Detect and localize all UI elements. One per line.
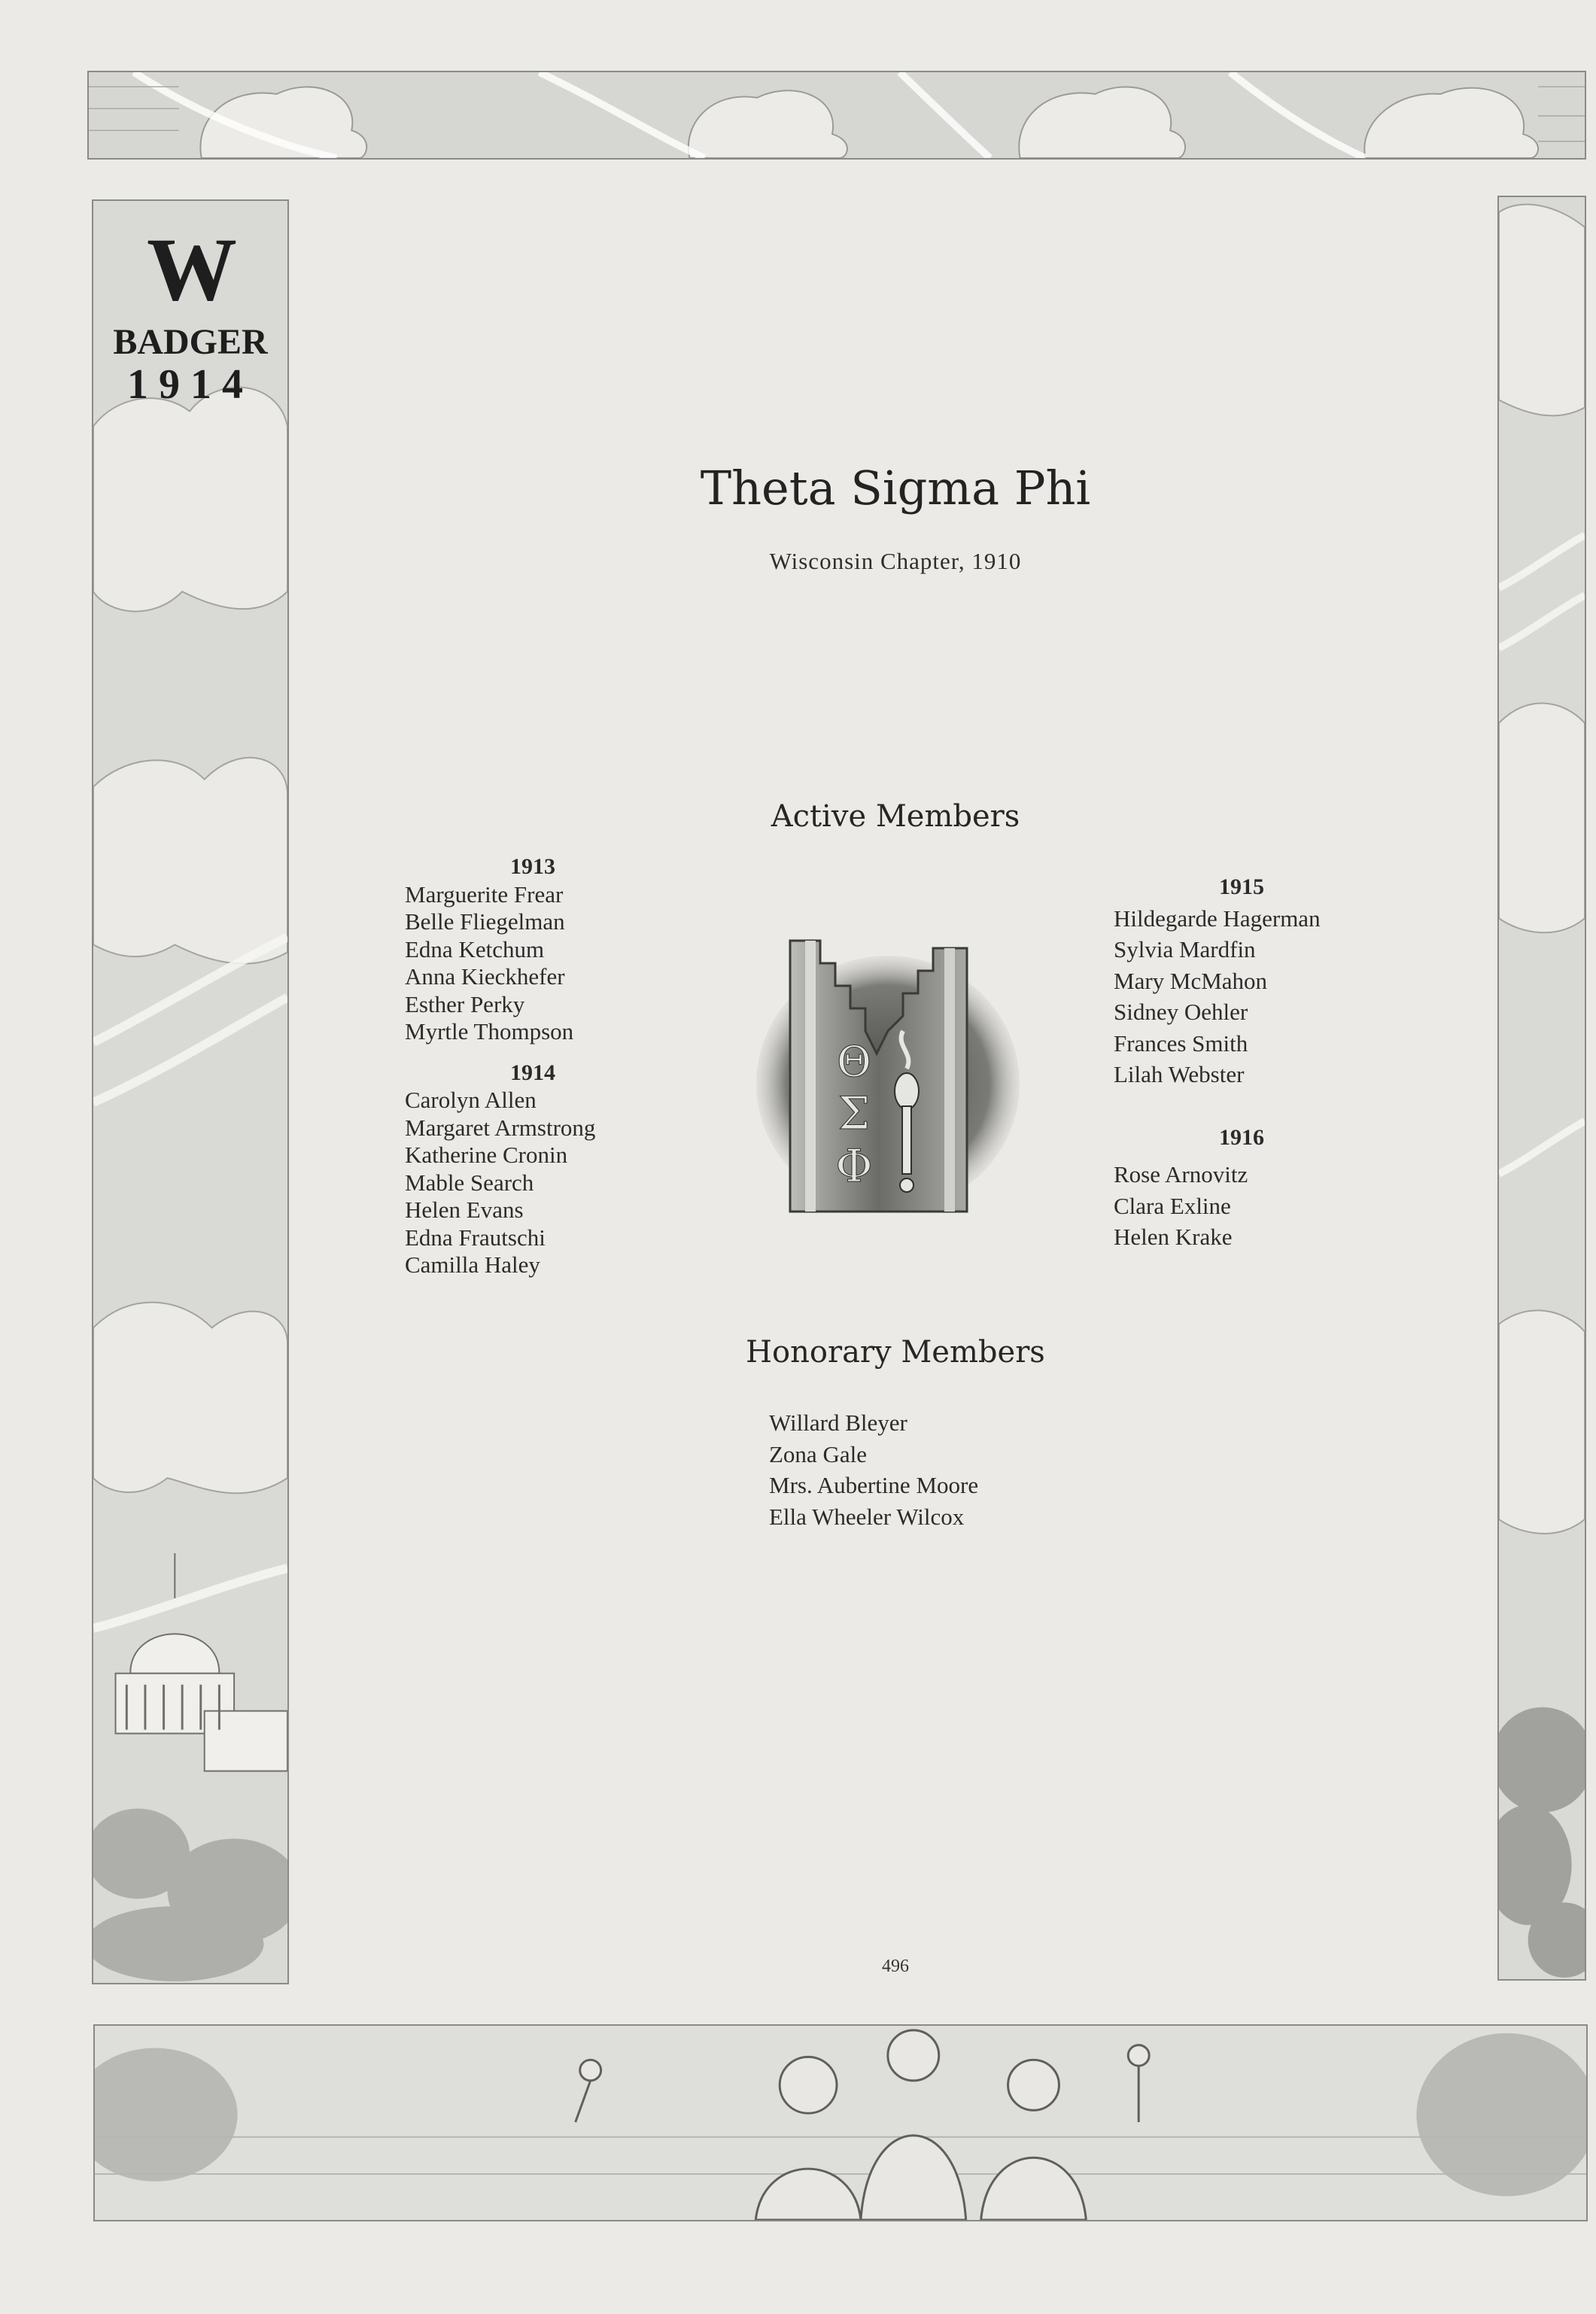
- member-name: Sidney Oehler: [1114, 999, 1248, 1025]
- campus-scene-illustration: [95, 2026, 1586, 2220]
- member-name: Hildegarde Hagerman: [1114, 905, 1321, 932]
- emblem-badger-text: BADGER: [113, 322, 268, 362]
- member-name: Edna Ketchum: [405, 935, 545, 962]
- left-decorative-border: [92, 199, 289, 1984]
- active-members-heading: Active Members: [771, 799, 1020, 834]
- class-1915-list: [1114, 903, 1415, 1090]
- fraternity-pin-image: [752, 933, 1023, 1227]
- class-1914-list: [405, 1087, 676, 1279]
- honorary-member-name: Ella Wheeler Wilcox: [769, 1503, 965, 1530]
- member-name: Helen Krake: [1114, 1224, 1233, 1250]
- member-name: Lilah Webster: [1114, 1061, 1245, 1087]
- pin-illustration: [752, 933, 1023, 1227]
- member-name: Marguerite Frear: [405, 880, 564, 908]
- member-name: Carolyn Allen: [405, 1087, 537, 1113]
- member-name: Frances Smith: [1114, 1029, 1248, 1057]
- member-name: Edna Frautschi: [405, 1224, 546, 1251]
- top-decorative-border: [87, 71, 1586, 160]
- page-subtitle: Wisconsin Chapter, 1910: [769, 548, 1022, 574]
- honorary-member-name: Mrs. Aubertine Moore: [769, 1472, 979, 1498]
- page-number: 496: [882, 1957, 909, 1976]
- honorary-members-list: [769, 1407, 1070, 1532]
- member-name: Sylvia Mardfin: [1114, 936, 1256, 962]
- right-member-column: [1114, 871, 1415, 1253]
- member-name: Camilla Haley: [405, 1251, 540, 1278]
- honorary-members-heading: Honorary Members: [746, 1335, 1045, 1370]
- class-year-1916: 1916: [1219, 1124, 1264, 1150]
- clouds-capitol-illustration: [93, 201, 287, 1983]
- bottom-decorative-border: [93, 2024, 1588, 2221]
- right-clouds-illustration: [1499, 197, 1585, 1979]
- honorary-member-column: [769, 1407, 1070, 1532]
- emblem-year-text: 1914: [127, 361, 254, 408]
- honorary-member-name: Willard Bleyer: [769, 1409, 907, 1436]
- class-year-1913: 1913: [510, 854, 555, 879]
- member-name: Mary McMahon: [1114, 967, 1268, 994]
- right-decorative-border: [1497, 196, 1586, 1981]
- member-name: Myrtle Thompson: [405, 1018, 574, 1044]
- member-name: Margaret Armstrong: [405, 1114, 596, 1141]
- member-name: Mable Search: [405, 1169, 534, 1196]
- member-name: Rose Arnovitz: [1114, 1161, 1248, 1187]
- class-1916-list: [1114, 1159, 1415, 1253]
- member-name: Clara Exline: [1114, 1192, 1231, 1219]
- class-year-1915: 1915: [1219, 874, 1264, 899]
- page-title: Theta Sigma Phi: [700, 461, 1091, 515]
- left-member-column: [405, 853, 676, 1279]
- emblem-w-letter: W: [147, 219, 234, 319]
- class-1913-list: [405, 881, 676, 1046]
- member-name: Anna Kieckhefer: [405, 963, 565, 990]
- member-name: Esther Perky: [405, 990, 525, 1017]
- honorary-member-name: Zona Gale: [769, 1440, 867, 1467]
- member-name: Belle Fliegelman: [405, 908, 565, 935]
- member-name: Helen Evans: [405, 1197, 524, 1223]
- badge-letter-sigma: Σ: [838, 1087, 871, 1140]
- member-name: Katherine Cronin: [405, 1142, 568, 1168]
- badge-letter-theta: Θ: [837, 1038, 871, 1087]
- badge-letter-phi: Φ: [835, 1140, 873, 1193]
- class-year-1914: 1914: [510, 1060, 555, 1085]
- top-border-illustration: [89, 72, 1585, 158]
